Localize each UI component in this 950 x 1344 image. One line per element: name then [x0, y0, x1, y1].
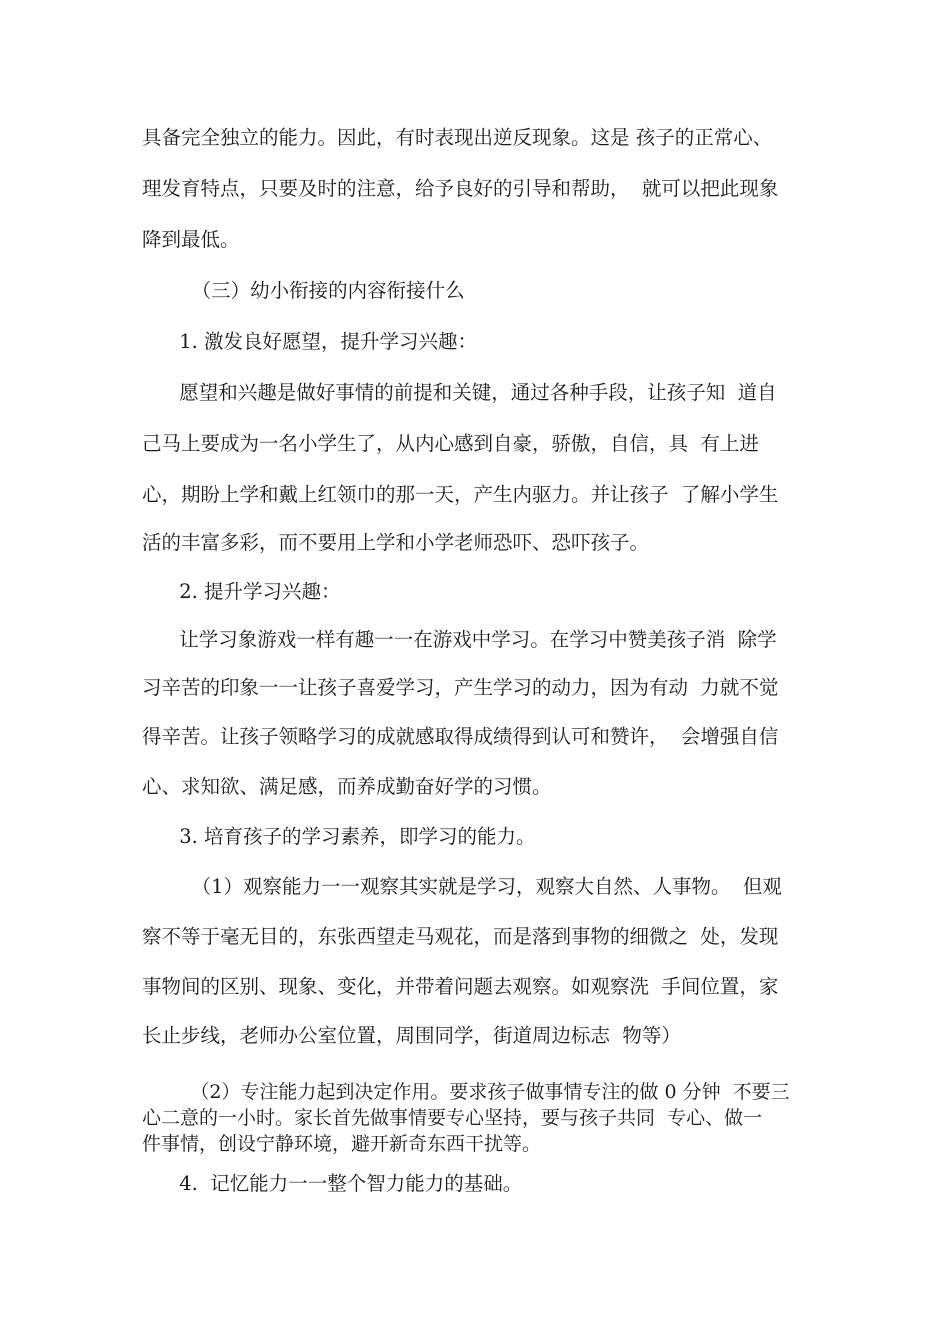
text-line-12: 习辛苦的印象一一让孩子喜爱学习，产生学习的动力，因为有动 力就不觉 [142, 676, 779, 699]
text-line-3: 降到最低。 [142, 228, 240, 251]
item-heading-3: 3. 培育孩子的学习素养，即学习的能力。 [142, 825, 536, 848]
item-heading-1: 1. 激发良好愿望，提升学习兴趣： [142, 330, 477, 353]
text-line-16: （1）观察能力一一观察其实就是学习，观察大自然、人事物。 但观 [142, 875, 782, 898]
text-line-2: 理发育特点，只要及时的注意，给予良好的引导和帮助， 就可以把此现象 [142, 177, 779, 200]
text-line-22: 件事情，创设宁静环境，避开新奇东西干扰等。 [142, 1133, 542, 1155]
text-line-6: 愿望和兴趣是做好事情的前提和关键，通过各种手段，让孩子知 道自 [142, 381, 777, 404]
text-line-7: 己马上要成为一名小学生了，从内心感到自豪，骄傲，自信，具 有上进 [142, 432, 759, 455]
text-line-8: 心，期盼上学和戴上红领巾的那一天，产生内驱力。并让孩子 了解小学生 [142, 483, 779, 506]
item-heading-2: 2. 提升学习兴趣： [142, 580, 341, 603]
section-heading-3: （三）幼小衔接的内容衔接什么 [142, 279, 465, 302]
text-line-17: 察不等于毫无目的，东张西望走马观花，而是落到事物的细微之 处，发现 [142, 925, 779, 948]
text-line-21: 心二意的一小时。家长首先做事情要专心坚持，要与孩子共同 专心、做一 [142, 1107, 763, 1129]
text-line-11: 让学习象游戏一样有趣一一在游戏中学习。在学习中赞美孩子消 除学 [142, 628, 777, 651]
text-line-1: 具备完全独立的能力。因此，有时表现出逆反现象。这是 孩子的正常心、 [142, 126, 773, 149]
text-line-9: 活的丰富多彩，而不要用上学和小学老师恐吓、恐吓孩子。 [142, 531, 650, 554]
text-line-20: （2）专注能力起到决定作用。要求孩子做事情专注的做 0 分钟 不要三 [142, 1081, 790, 1103]
text-line-18: 事物间的区别、现象、变化，并带着问题去观察。如观察洗 手间位置，家 [142, 975, 779, 998]
text-line-13: 得辛苦。让孩子领略学习的成就感取得成绩得到认可和赞许， 会增强自信 [142, 725, 779, 748]
text-line-19: 长止步线，老师办公室位置，周围同学，街道周边标志 物等） [142, 1024, 681, 1047]
text-line-14: 心、求知欲、满足感，而养成勤奋好学的习惯。 [142, 775, 552, 798]
item-heading-4: 4. 记忆能力一一整个智力能力的基础。 [142, 1172, 523, 1195]
